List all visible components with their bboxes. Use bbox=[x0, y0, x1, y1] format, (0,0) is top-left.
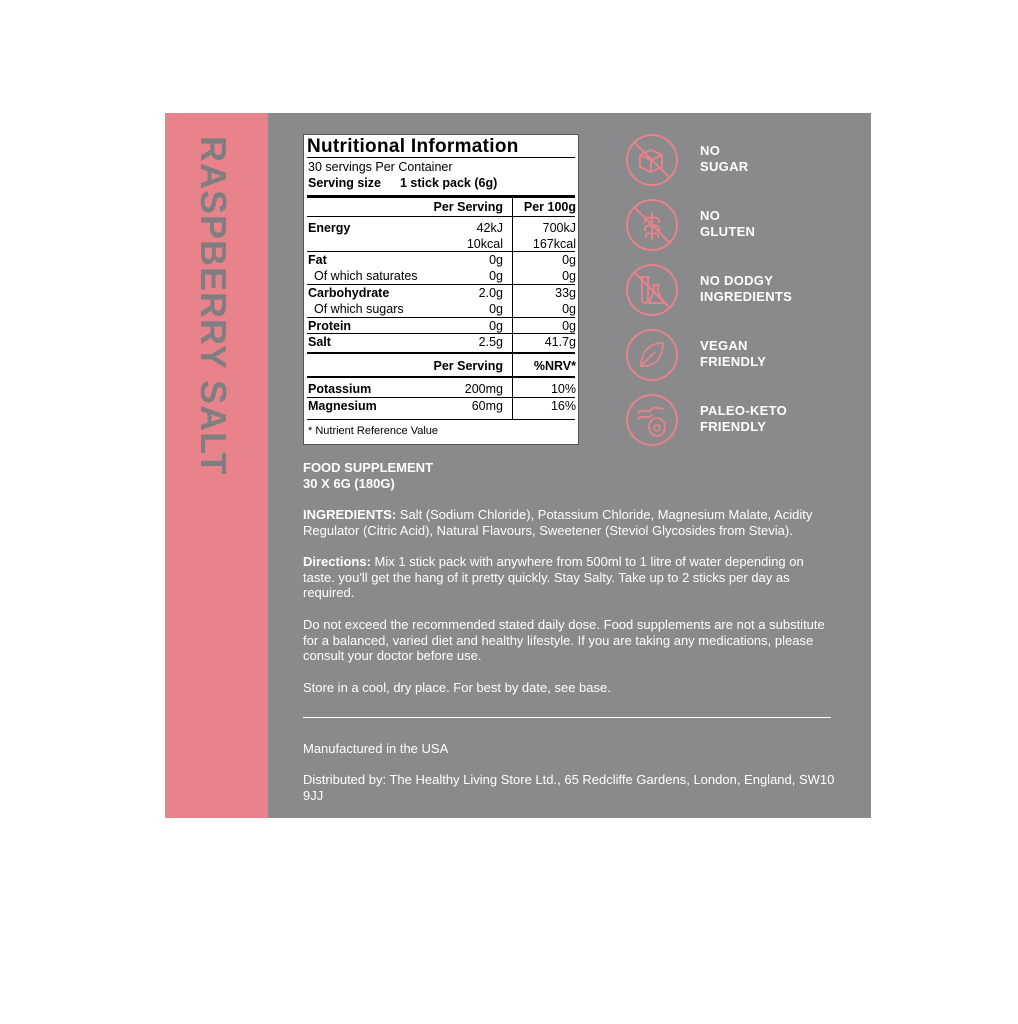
distributed-text: Distributed by: The Healthy Living Store Ltd., 65 Redcliffe Gardens, London, England, SW10 9JJ bbox=[303, 772, 835, 803]
saturates-label: Of which saturates bbox=[314, 269, 418, 283]
badge-label: NO SUGAR bbox=[700, 143, 749, 174]
saturates-serving: 0g bbox=[489, 269, 503, 283]
col-per-serving: Per Serving bbox=[433, 200, 503, 214]
food-supplement: FOOD SUPPLEMENT 30 X 6G (180G) bbox=[303, 460, 434, 491]
energy-label: Energy bbox=[308, 221, 351, 235]
serving-size-value: 1 stick pack (6g) bbox=[400, 176, 498, 190]
carbohydrate-serving: 2.0g bbox=[478, 286, 503, 300]
magnesium-serving: 60mg bbox=[471, 399, 503, 413]
fat-serving: 0g bbox=[489, 253, 503, 267]
serving-size-label: Serving size bbox=[308, 176, 381, 190]
nutrition-title: Nutritional Information bbox=[307, 136, 519, 157]
potassium-serving: 200mg bbox=[464, 382, 503, 396]
no-gluten-icon bbox=[625, 198, 679, 252]
magnesium-nrv: 16% bbox=[550, 399, 576, 413]
col2-per-serving: Per Serving bbox=[433, 359, 503, 373]
badge-no-dodgy-ingredients bbox=[625, 263, 865, 319]
fat-label: Fat bbox=[308, 253, 327, 267]
protein-label: Protein bbox=[308, 319, 352, 333]
product-label bbox=[165, 113, 871, 818]
carbohydrate-label: Carbohydrate bbox=[308, 286, 390, 300]
carbohydrate-100g: 33g bbox=[555, 286, 576, 300]
badge-label: PALEO-KETO FRIENDLY bbox=[700, 403, 788, 434]
servings-per-container: 30 servings Per Container bbox=[308, 160, 453, 174]
salt-100g: 41.7g bbox=[544, 335, 576, 349]
sugars-100g: 0g bbox=[562, 302, 576, 316]
side-band bbox=[165, 113, 268, 818]
divider bbox=[303, 717, 831, 718]
sugars-label: Of which sugars bbox=[314, 302, 404, 316]
col2-nrv: %NRV* bbox=[533, 359, 576, 373]
badge-label: NO DODGY INGREDIENTS bbox=[700, 273, 793, 304]
energy-kcal-serving: 10kcal bbox=[466, 237, 503, 251]
nrv-footnote: * Nutrient Reference Value bbox=[308, 425, 439, 437]
ingredients: INGREDIENTS: Salt (Sodium Chloride), Potassium Chloride, Magnesium Malate, Acidity Regulator (Citric Acid), Natural Flavours, Sweetener (Steviol Glycosides from Stevia). bbox=[303, 507, 813, 538]
magnesium-label: Magnesium bbox=[308, 399, 377, 413]
col-per-100g: Per 100g bbox=[523, 200, 576, 214]
potassium-label: Potassium bbox=[308, 382, 372, 396]
saturates-100g: 0g bbox=[562, 269, 576, 283]
sugars-serving: 0g bbox=[489, 302, 503, 316]
badge-paleo-keto bbox=[625, 393, 865, 449]
salt-label: Salt bbox=[308, 335, 331, 349]
protein-100g: 0g bbox=[562, 319, 576, 333]
energy-kcal-100g: 167kcal bbox=[532, 237, 576, 251]
potassium-nrv: 10% bbox=[550, 382, 576, 396]
paleo-keto-icon bbox=[625, 393, 679, 447]
energy-kj-100g: 700kJ bbox=[542, 221, 576, 235]
badge-no-sugar bbox=[625, 133, 865, 189]
fat-100g: 0g bbox=[562, 253, 576, 267]
no-dodgy-ingredients-icon bbox=[625, 263, 679, 317]
badge-no-gluten bbox=[625, 198, 865, 254]
nutrition-panel bbox=[303, 134, 579, 445]
badge-label: VEGAN FRIENDLY bbox=[700, 338, 767, 369]
energy-kj-serving: 42kJ bbox=[476, 221, 503, 235]
badge-vegan-friendly bbox=[625, 328, 865, 384]
directions: Directions: Mix 1 stick pack with anywhere from 500ml to 1 litre of water depending on taste. you'll get the hang of it pretty quickly. Stay Salty. Take up to 2 sticks per day as required. bbox=[303, 554, 804, 601]
manufactured-text: Manufactured in the USA bbox=[303, 741, 449, 756]
warning-text: Do not exceed the recommended stated daily dose. Food supplements are not a substitute for a balanced, varied diet and healthy lifestyle. If you are taking any medications, please consult your doctor before use. bbox=[303, 617, 825, 664]
product-name: RASPBERRY SALT bbox=[193, 136, 234, 476]
protein-serving: 0g bbox=[489, 319, 503, 333]
badge-label: NO GLUTEN bbox=[700, 208, 756, 239]
no-sugar-icon bbox=[625, 133, 679, 187]
salt-serving: 2.5g bbox=[478, 335, 503, 349]
vegan-leaf-icon bbox=[625, 328, 679, 382]
storage-text: Store in a cool, dry place. For best by date, see base. bbox=[303, 680, 611, 695]
